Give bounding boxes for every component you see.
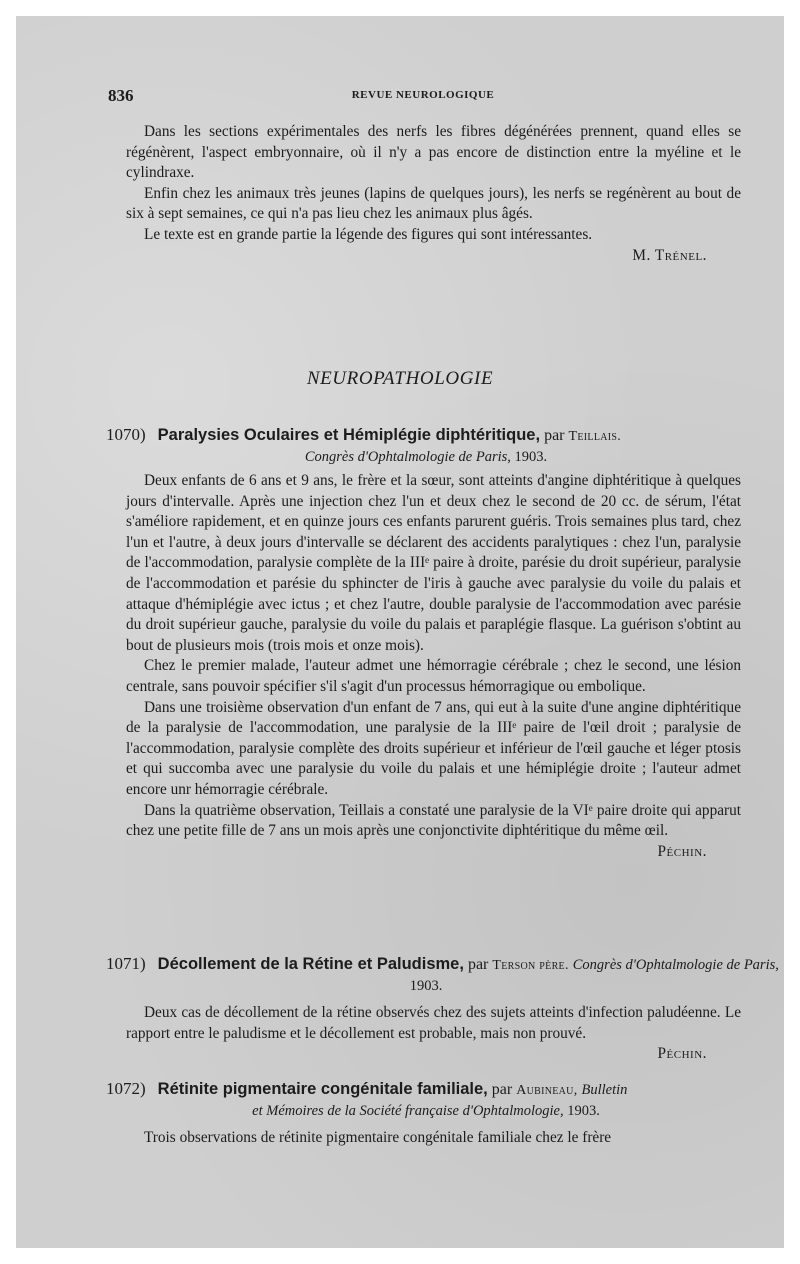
article-1072-heading (106, 1078, 746, 1121)
article-1072-body (126, 1128, 741, 1149)
page-header (108, 86, 738, 110)
article-year: 1903. (409, 978, 443, 994)
article-paragraph: Chez le premier malade, l'auteur admet une hémorragie cérébrale ; chez le second, une lésion centrale, sans pouvoir spécifier s'il s'agit d'un processus hémorragique ou embolique. (126, 657, 741, 695)
article-paragraph: Trois observations de rétinite pigmentaire congénitale familiale chez le frère (144, 1129, 612, 1146)
article-source-continued: et Mémoires de la Société française d'Ophtalmologie, (252, 1103, 564, 1119)
article-by: par (467, 956, 489, 973)
article-source: Congrès d'Ophtalmologie de Paris, (572, 957, 779, 973)
page-number: 836 (108, 86, 134, 105)
article-author: Terson père. (492, 958, 569, 973)
article-number: 1072) (106, 1079, 146, 1098)
intro-signature: M. Trénel. (632, 246, 707, 264)
article-year: 1903. (567, 1103, 600, 1119)
article-title: Paralysies Oculaires et Hémiplégie diphtéritique, (157, 426, 541, 444)
article-author: Teillais. (568, 429, 622, 444)
article-signature: Péchin. (657, 842, 707, 860)
article-paragraph: Dans la quatrième observation, Teillais a constaté une paralysie de la VIᵉ paire droite qui apparut chez une petite fille de 7 ans un mois après une conjonctivite diphtéritique du même œil. (126, 801, 741, 840)
article-source: Congrès d'Ophtalmologie de Paris, (304, 449, 511, 465)
article-signature: Péchin. (657, 1045, 707, 1063)
article-paragraph: Deux cas de décollement de la rétine observés chez des sujets atteints d'infection paludéenne. Le rapport entre le paludisme et le décollement est probable, mais non prouvé. (126, 1004, 741, 1042)
article-title: Décollement de la Rétine et Paludisme, (157, 955, 464, 973)
article-paragraph: Dans une troisième observation d'un enfant de 7 ans, qui eut à la suite d'une angine diphtéritique de la paralysie de l'accommodation, une paralysie de la IIIᵉ paire de l'œil droit ; paralysie de l'accommodation, paralysie complète des droits supérieur et inférieur de l'œil gauche et léger ptosis et qui succomba avec une paralysie du voile du palais et une hémiplégie droite ; l'auteur admet encore unr hémorragie cérébrale. (126, 698, 741, 798)
article-1071-body (126, 1003, 741, 1065)
article-by: par (544, 427, 565, 444)
article-paragraph: Deux enfants de 6 ans et 9 ans, le frère et la sœur, sont atteints d'angine diphtéritique à quelques jours d'intervalle. Après une injection chez l'un et deux chez le second de 20 cc. de sérum, l'état s'améliore rapidement, et en quinze jours ces enfants parurent guéris. Trois semaines plus tard, chez l'un et l'autre, à deux jours d'intervalle se déclarent des accidents paralytiques : chez l'un, paralysie de l'accommodation, paralysie complète de la IIIᵉ paire à droite, parésie du droit supérieur, paralysie de l'accommodation et parésie du sphincter de l'iris à gauche avec paralysie du voile du palais et attaque d'hémiplégie avec ictus ; et chez l'autre, double paralysie de l'accommodation avec parésie du droit supérieur gauche, paralysie du voile du palais et paraplégie flasque. La guérison s'obtint au bout de plusieurs mois (trois mois et onze mois). (126, 472, 741, 654)
article-by: par (491, 1081, 513, 1098)
article-number: 1071) (106, 954, 146, 973)
article-source: Bulletin (581, 1082, 628, 1098)
article-title: Rétinite pigmentaire congénitale familiale, (157, 1080, 488, 1098)
article-author: Aubineau, (516, 1083, 578, 1098)
article-number: 1070) (106, 425, 146, 444)
intro-paragraph: Enfin chez les animaux très jeunes (lapins de quelques jours), les nerfs se regénèrent au bout de six à sept semaines, ce qui n'a pas lieu chez les animaux plus âgés. (126, 184, 741, 223)
article-1070-body (126, 471, 741, 862)
article-1070-heading (106, 424, 746, 467)
article-1071-heading (106, 953, 779, 996)
intro-paragraph: Le texte est en grande partie la légende des figures qui sont intéressantes. (144, 225, 593, 243)
scanned-page (16, 16, 784, 1248)
running-title: REVUE NEUROLOGIQUE (351, 89, 495, 101)
intro-paragraph: Dans les sections expérimentales des nerfs les fibres dégénérées prennent, quand elles se régénèrent, l'aspect embryonnaire, où il n'y a pas encore de distinction entre la myéline et le cylindraxe. (126, 123, 741, 182)
intro-text (126, 122, 741, 266)
article-year: 1903. (514, 449, 548, 465)
section-title: NEUROPATHOLOGIE (306, 368, 494, 389)
